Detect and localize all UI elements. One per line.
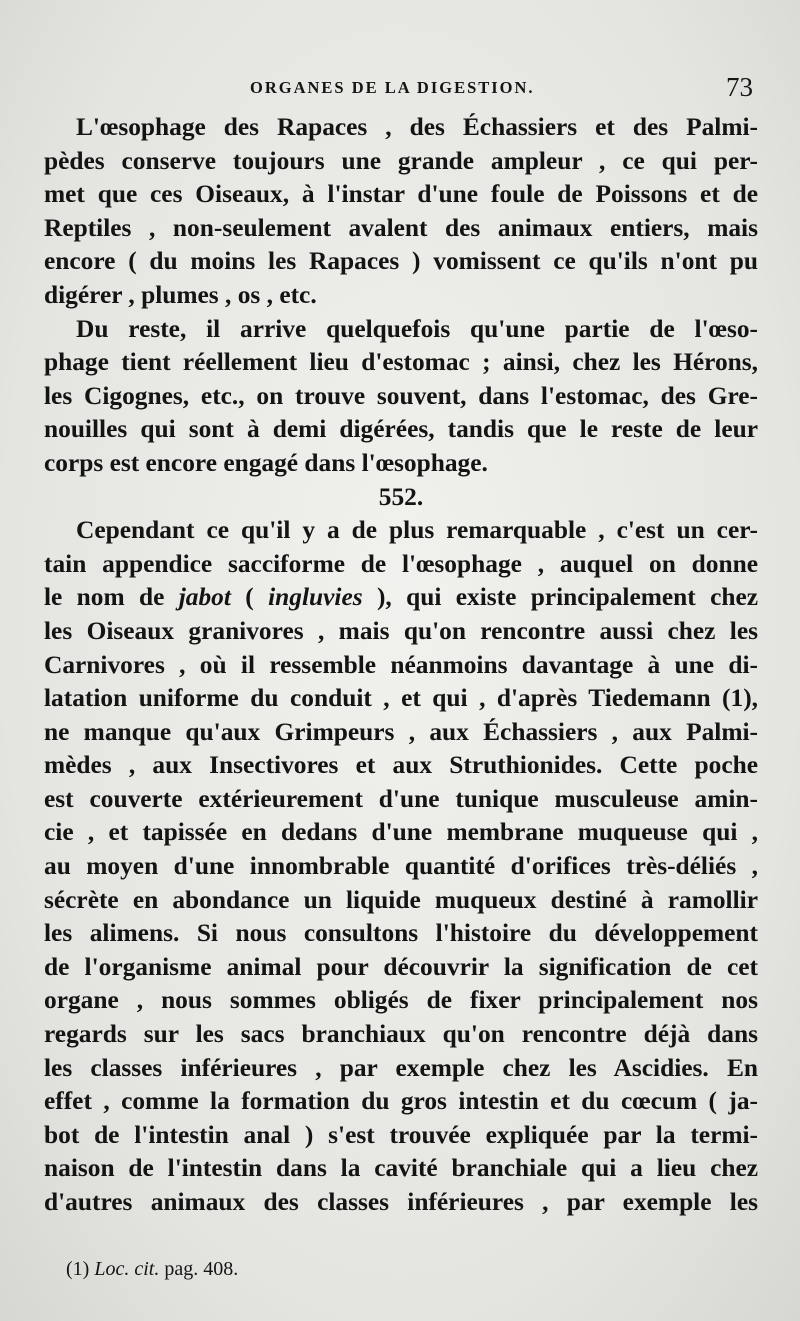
- text-fragment: ), qui existe principalement chez: [362, 583, 759, 612]
- text-line: d'autres animaux des classes inférieures , par exemple les: [44, 1188, 758, 1216]
- text-fragment: (: [230, 583, 269, 612]
- text-line: les classes inférieures , par exemple chez les Ascidies. En: [44, 1053, 758, 1082]
- italic-term: jabot: [178, 583, 231, 612]
- text-line: organe , nous sommes obligés de fixer principalement nos: [44, 986, 758, 1015]
- text-line: encore ( du moins les Rapaces ) vomissent ce qu'ils n'ont pu: [44, 247, 758, 276]
- body-text: [44, 111, 758, 1220]
- page-header: [0, 74, 800, 108]
- text-line: effet , comme la formation du gros intestin et du cœcum ( ja-: [44, 1087, 758, 1116]
- footnote: [66, 1258, 238, 1281]
- text-line: nouilles qui sont à demi digérées, tandis que le reste de leur: [44, 415, 758, 444]
- text-line: latation uniforme du conduit , et qui , d'après Tiedemann (1),: [44, 684, 758, 713]
- page-number: 73: [726, 72, 753, 102]
- section-number: 552.: [378, 482, 424, 511]
- text-line: L'œsophage des Rapaces , des Échassiers et des Palmi-: [76, 113, 758, 141]
- text-line: sécrète en abondance un liquide muqueux destiné à ramollir: [44, 885, 758, 914]
- text-line: tain appendice sacciforme de l'œsophage , auquel on donne: [44, 549, 758, 578]
- text-line: les Oiseaux granivores , mais qu'on rencontre aussi chez les: [44, 616, 758, 645]
- text-line: cie , et tapissée en dedans d'une membrane muqueuse qui ,: [44, 818, 758, 847]
- text-line: mèdes , aux Insectivores et aux Struthionides. Cette poche: [44, 751, 758, 780]
- italic-term: ingluvies: [268, 583, 363, 612]
- text-line: Du reste, il arrive quelquefois qu'une partie de l'œso-: [76, 314, 758, 343]
- text-line: regards sur les sacs branchiaux qu'on rencontre déjà dans: [44, 1020, 758, 1049]
- text-line: Carnivores , où il ressemble néanmoins davantage à une di-: [44, 650, 758, 679]
- text-line: est couverte extérieurement d'une tunique musculeuse amin-: [44, 784, 758, 813]
- footnote-page: pag. 408.: [159, 1258, 239, 1280]
- text-line: Cependant ce qu'il y a de plus remarquable , c'est un cer-: [76, 516, 758, 545]
- text-line: pèdes conserve toujours une grande ampleur , ce qui per-: [44, 146, 758, 175]
- footnote-citation: Loc. cit.: [94, 1258, 160, 1280]
- text-line-with-italics: [44, 581, 758, 615]
- running-title: ORGANES DE LA DIGESTION.: [250, 78, 535, 97]
- text-line: les Cigognes, etc., on trouve souvent, dans l'estomac, des Gre-: [44, 381, 758, 410]
- text-line: met que ces Oiseaux, à l'instar d'une foule de Poissons et de: [44, 180, 758, 209]
- text-line: au moyen d'une innombrable quantité d'orifices très-déliés ,: [44, 852, 758, 881]
- text-line: les alimens. Si nous consultons l'histoire du développement: [44, 919, 758, 948]
- text-line: naison de l'intestin dans la cavité branchiale qui a lieu chez: [44, 1154, 758, 1183]
- text-line: bot de l'intestin anal ) s'est trouvée expliquée par la termi-: [44, 1120, 758, 1149]
- footnote-marker: (1): [66, 1258, 95, 1280]
- text-fragment: le nom de: [44, 583, 179, 612]
- text-line: Reptiles , non-seulement avalent des animaux entiers, mais: [44, 213, 758, 242]
- text-line: ne manque qu'aux Grimpeurs , aux Échassiers , aux Palmi-: [44, 717, 758, 746]
- text-line: corps est encore engagé dans l'œsophage.: [44, 448, 488, 477]
- text-line: de l'organisme animal pour découvrir la signification de cet: [44, 952, 758, 981]
- text-line: phage tient réellement lieu d'estomac ; ainsi, chez les Hérons,: [44, 348, 758, 377]
- text-line: digérer , plumes , os , etc.: [44, 280, 317, 309]
